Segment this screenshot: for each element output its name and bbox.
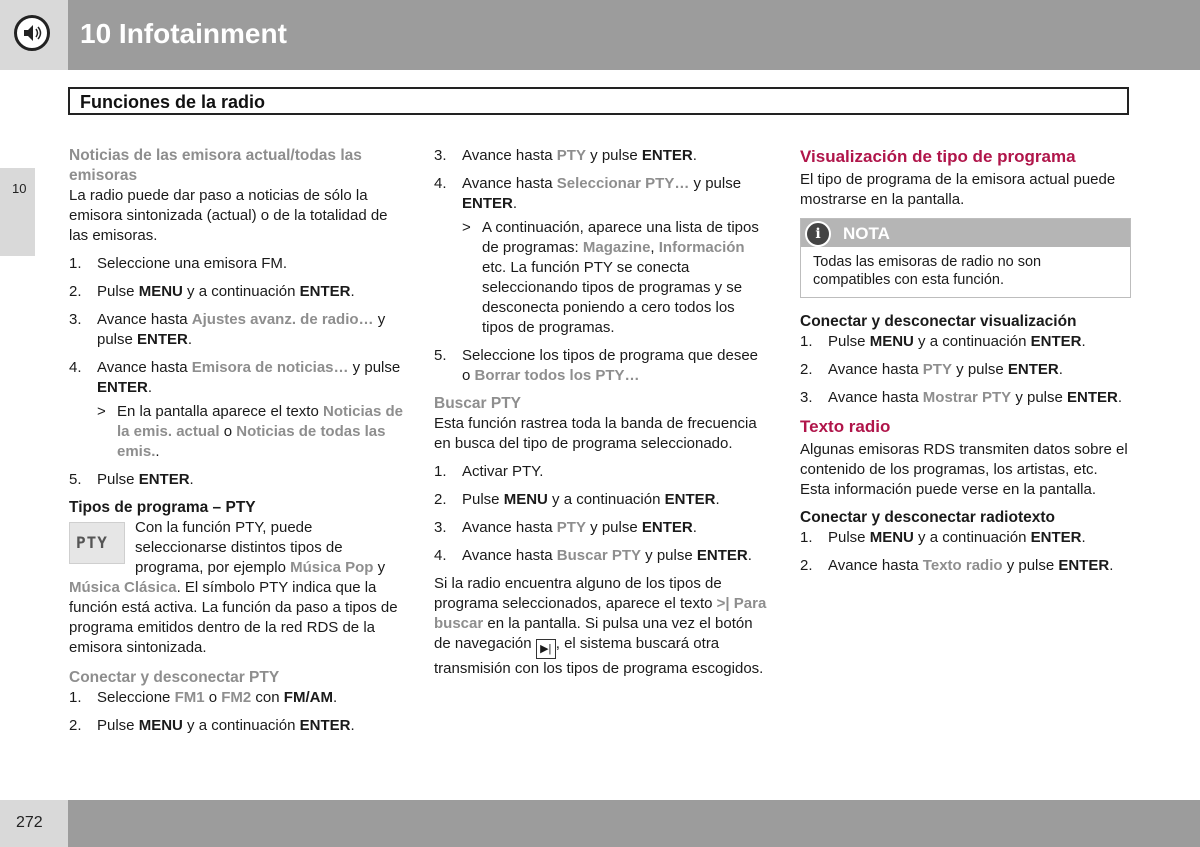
speaker-icon (14, 15, 50, 51)
sub-item: > A continuación, aparece una lista de tipos de programas: Magazine, Información etc. La función PTY se conecta seleccionando tipos de programas y se desconecta poniendo a cero todos los tipos de programas. (462, 219, 759, 336)
info-icon: i (805, 221, 831, 247)
step-list (69, 688, 404, 736)
heading-tipos: Tipos de programa – PTY (69, 499, 256, 516)
list-item: 2. Avance hasta PTY y pulse ENTER. (800, 361, 1063, 378)
step-list (800, 332, 1131, 408)
section-title: Funciones de la radio (80, 92, 266, 112)
sub-item: > En la pantalla aparece el texto Noticias de la emis. actual o Noticias de todas las emis.. (97, 403, 404, 460)
step-list (434, 146, 769, 386)
step-list (69, 254, 404, 490)
column-2 (434, 146, 769, 687)
list-item: 4. Avance hasta Emisora de noticias… y pulse ENTER. > En la pantalla aparece el texto Noticias de la emis. actual o Noticias de todas las emis.. (69, 359, 404, 460)
pty-icon: PTY (69, 522, 125, 564)
list-item: 3. Avance hasta PTY y pulse ENTER. (434, 147, 697, 164)
list-item: 4. Avance hasta Buscar PTY y pulse ENTER. (434, 547, 752, 564)
navigation-button-icon: ▶| (536, 639, 556, 659)
note-header (801, 219, 1130, 247)
list-item: 1. Activar PTY. (434, 463, 544, 480)
chapter-title: 10 Infotainment (80, 18, 287, 49)
footer-bar (0, 800, 1200, 847)
list-item: 2. Pulse MENU y a continuación ENTER. (69, 717, 355, 734)
list-item: 1. Seleccione una emisora FM. (69, 255, 288, 272)
step-list (800, 528, 1131, 576)
note-box (800, 218, 1131, 298)
list-item: 3. Avance hasta Ajustes avanz. de radio… y pulse ENTER. (69, 311, 386, 348)
list-item: 2. Pulse MENU y a continuación ENTER. (69, 283, 355, 300)
list-item: 1. Seleccione FM1 o FM2 con FM/AM. (69, 689, 338, 706)
note-body: Todas las emisoras de radio no son compatibles con esta función. (813, 254, 1042, 288)
paragraph-outro: Si la radio encuentra alguno de los tipos de programa seleccionados, aparece el texto >| Para buscar en la pantalla. Si pulsa una vez el botón de navegación ▶| , el sistema buscará otra transmisión con los tipos de programa escogidos. (434, 575, 767, 677)
paragraph-pty: PTY Con la función PTY, puede seleccionarse distintos tipos de programa, por ejemplo Música Pop y Música Clásica. El símbolo PTY indica que la función está activa. La función da paso a tipos de programa emitidos dentro de la red RDS de la emisora sintonizada. (69, 519, 398, 656)
page-number: 272 (16, 814, 43, 831)
list-item: 3. Avance hasta Mostrar PTY y pulse ENTER. (800, 389, 1123, 406)
paragraph: La radio puede dar paso a noticias de sólo la emisora sintonizada (actual) o de la totalidad de las emisoras. (69, 187, 388, 244)
list-item: 5. Pulse ENTER. (69, 471, 194, 488)
heading-conectar-visualizacion: Conectar y desconectar visualización (800, 313, 1077, 330)
paragraph: Algunas emisoras RDS transmiten datos sobre el contenido de los programas, los artistas, etc. Esta información puede verse en la pantalla. (800, 441, 1128, 498)
note-title: NOTA (843, 224, 890, 243)
list-item: 1. Pulse MENU y a continuación ENTER. (800, 529, 1086, 546)
paragraph: El tipo de programa de la emisora actual puede mostrarse en la pantalla. (800, 171, 1116, 208)
heading-conectar-radiotexto: Conectar y desconectar radiotexto (800, 509, 1055, 526)
list-item: 3. Avance hasta PTY y pulse ENTER. (434, 519, 697, 536)
paragraph: Esta función rastrea toda la banda de frecuencia en busca del tipo de programa seleccionado. (434, 415, 757, 452)
heading-noticias: Noticias de las emisora actual/todas las emisoras (69, 147, 362, 184)
column-1 (69, 146, 404, 744)
chapter-tab-number: 10 (12, 181, 27, 196)
heading-conectar-pty: Conectar y desconectar PTY (69, 669, 280, 686)
step-list (434, 462, 769, 566)
list-item: 1. Pulse MENU y a continuación ENTER. (800, 333, 1086, 350)
heading-buscar-pty: Buscar PTY (434, 395, 522, 412)
column-3 (800, 146, 1131, 584)
heading-visualizacion: Visualización de tipo de programa (800, 147, 1076, 166)
list-item: 5. Seleccione los tipos de programa que desee o Borrar todos los PTY… (434, 347, 759, 384)
list-item: 2. Pulse MENU y a continuación ENTER. (434, 491, 720, 508)
heading-texto-radio: Texto radio (800, 417, 891, 436)
list-item: 2. Avance hasta Texto radio y pulse ENTER. (800, 557, 1114, 574)
list-item: 4. Avance hasta Seleccionar PTY… y pulse ENTER. > A continuación, aparece una lista de tipos de programas: Magazine, Información etc. La función PTY se conecta seleccionando tipos de programas y se desconecta poniendo a cero todos los tipos de programas. (434, 174, 769, 338)
